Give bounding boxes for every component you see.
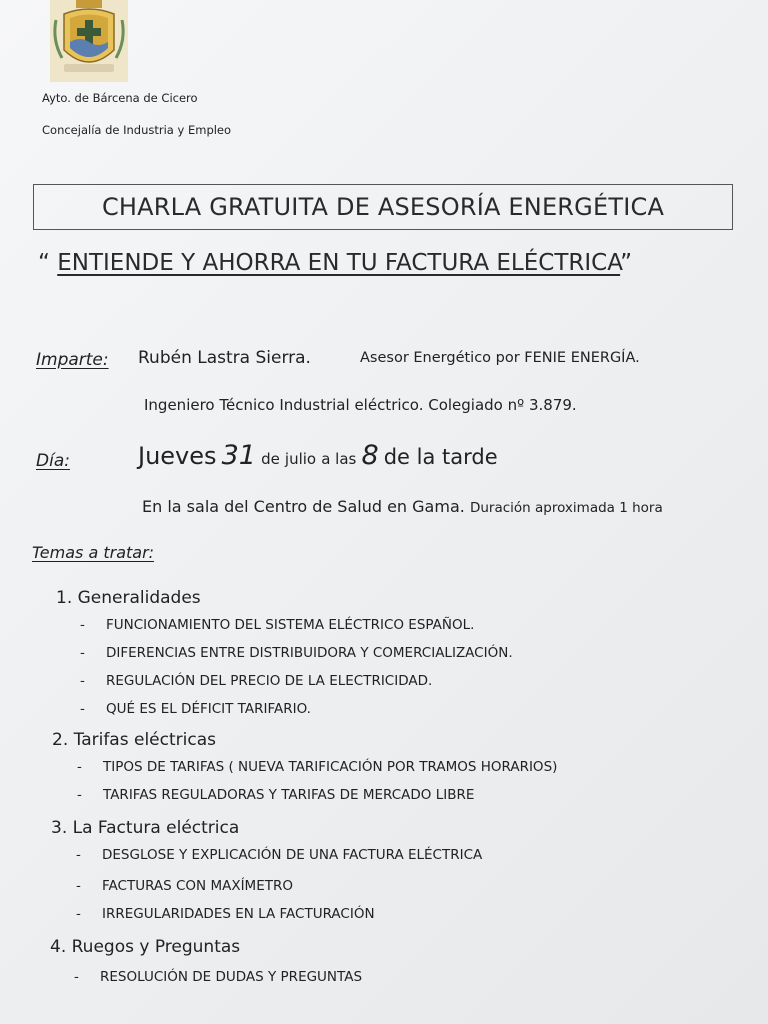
subitem-text: DIFERENCIAS ENTRE DISTRIBUIDORA Y COMERCIALIZACIÓN.: [106, 645, 513, 661]
topic-subitem: [74, 969, 362, 985]
org-name: Ayto. de Bárcena de Cicero: [42, 91, 198, 105]
subtitle-close-quote: ”: [620, 250, 633, 276]
topic-subitem: [76, 847, 482, 863]
dash-bullet: -: [80, 645, 85, 661]
event-hour: 8: [361, 440, 379, 471]
subitem-text: TIPOS DE TARIFAS ( NUEVA TARIFICACIÓN POR TRAMOS HORARIOS): [103, 759, 558, 775]
title-box: [33, 184, 733, 230]
subtitle-text: ENTIENDE Y AHORRA EN TU FACTURA ELÉCTRICA: [57, 250, 621, 276]
event-month: julio: [284, 450, 317, 468]
topic-subitem: [77, 759, 557, 775]
dia-label: Día:: [36, 451, 70, 471]
municipal-seal-icon: [50, 0, 128, 82]
dash-bullet: -: [76, 906, 81, 922]
imparte-label: Imparte:: [36, 350, 109, 370]
dash-bullet: -: [77, 787, 82, 803]
department-name: Concejalía de Industria y Empleo: [42, 123, 232, 137]
topic-title: 4. Ruegos y Preguntas: [50, 937, 241, 957]
event-de: de: [261, 450, 280, 468]
dash-bullet: -: [76, 847, 81, 863]
temas-label: Temas a tratar:: [32, 543, 155, 562]
event-day-number: 31: [221, 440, 256, 471]
event-de-la-tarde: de la tarde: [383, 445, 498, 469]
event-weekday: Jueves: [138, 442, 217, 470]
event-a-las: a las: [321, 450, 357, 468]
topic-subitem: [80, 645, 513, 661]
event-venue: En la sala del Centro de Salud en Gama.: [142, 497, 465, 516]
event-location: [142, 497, 663, 516]
topic-title: 3. La Factura eléctrica: [51, 818, 240, 838]
event-date: [138, 440, 498, 471]
subitem-text: QUÉ ES EL DÉFICIT TARIFARIO.: [106, 701, 311, 717]
subitem-text: FACTURAS CON MAXÍMETRO: [102, 878, 293, 894]
subitem-text: FUNCIONAMIENTO DEL SISTEMA ELÉCTRICO ESPAÑOL.: [106, 617, 475, 633]
dash-bullet: -: [74, 969, 79, 985]
topic-subitem: [80, 701, 311, 717]
speaker-name: Rubén Lastra Sierra.: [138, 348, 311, 368]
topic-subitem: [76, 878, 293, 894]
subitem-text: TARIFAS REGULADORAS Y TARIFAS DE MERCADO LIBRE: [103, 787, 475, 803]
subtitle-open-quote: “: [38, 250, 58, 276]
subtitle: [38, 250, 728, 276]
topic-subitem: [77, 787, 474, 803]
topic-subitem: [80, 617, 474, 633]
topic-title: 1. Generalidades: [56, 588, 201, 608]
page-title: CHARLA GRATUITA DE ASESORÍA ENERGÉTICA: [101, 193, 665, 221]
subitem-text: IRREGULARIDADES EN LA FACTURACIÓN: [102, 906, 375, 922]
event-duration: Duración aproximada 1 hora: [469, 500, 663, 516]
subitem-text: REGULACIÓN DEL PRECIO DE LA ELECTRICIDAD.: [106, 673, 433, 689]
subitem-text: DESGLOSE Y EXPLICACIÓN DE UNA FACTURA ELÉCTRICA: [102, 847, 483, 863]
topic-title: 2. Tarifas eléctricas: [52, 730, 216, 750]
subitem-text: RESOLUCIÓN DE DUDAS Y PREGUNTAS: [100, 969, 363, 985]
dash-bullet: -: [80, 617, 85, 633]
speaker-role: Asesor Energético por FENIE ENERGÍA.: [360, 350, 640, 366]
topic-subitem: [76, 906, 375, 922]
speaker-credentials: Ingeniero Técnico Industrial eléctrico. Colegiado nº 3.879.: [144, 396, 577, 414]
dash-bullet: -: [80, 701, 85, 717]
topic-subitem: [80, 673, 432, 689]
dash-bullet: -: [77, 759, 82, 775]
dash-bullet: -: [80, 673, 85, 689]
dash-bullet: -: [76, 878, 81, 894]
